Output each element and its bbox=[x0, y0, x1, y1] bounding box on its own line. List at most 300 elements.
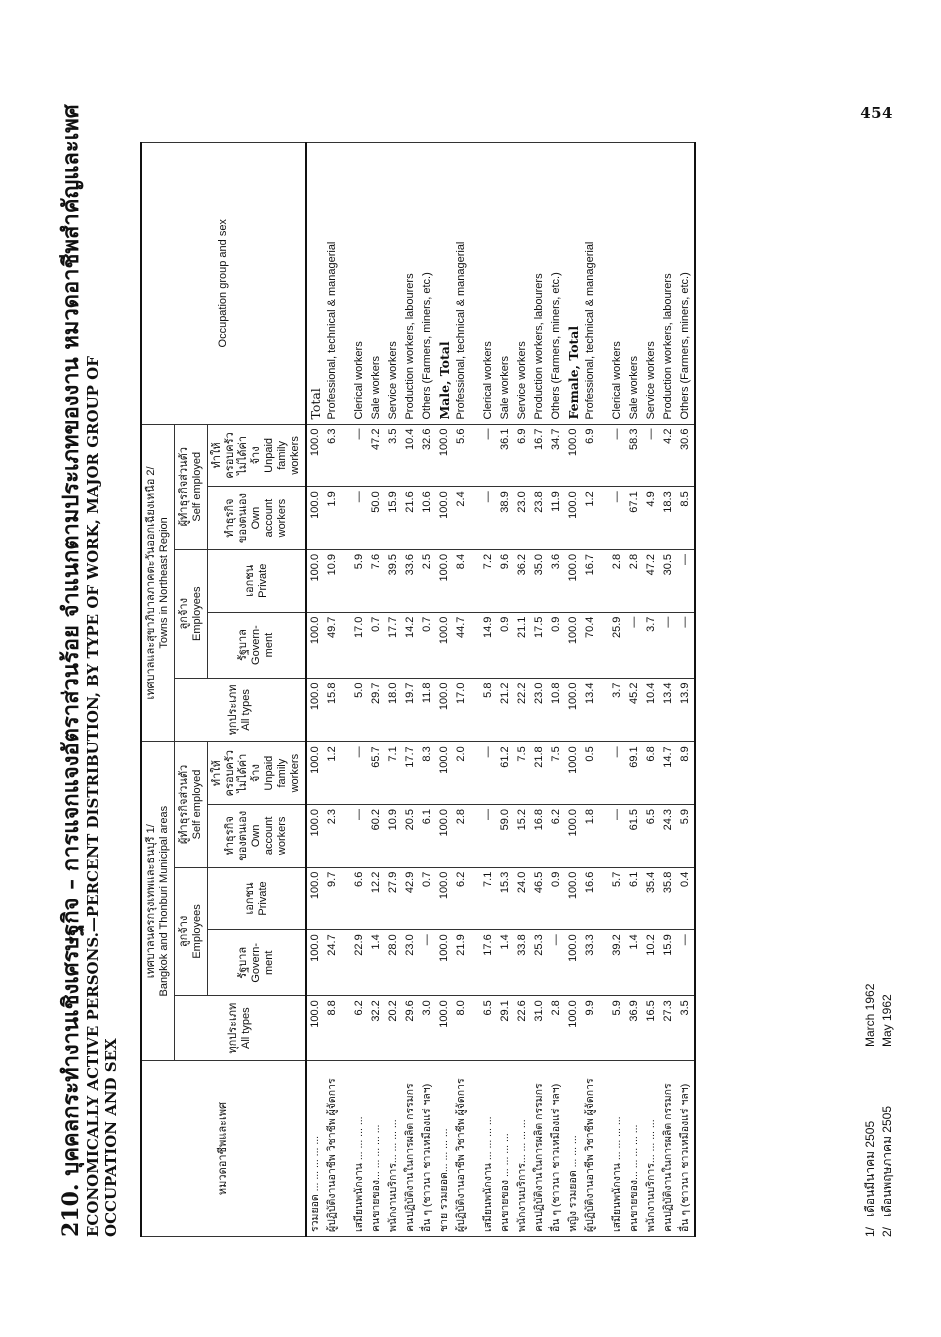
value-cell: 2.4 bbox=[453, 487, 470, 550]
row-label-english: Production workers, labourers bbox=[531, 143, 548, 425]
value-cell: 27.3 bbox=[660, 996, 677, 1061]
value-cell: 18.3 bbox=[660, 487, 677, 550]
value-cell: 100.0 bbox=[306, 549, 324, 612]
value-cell: 5.0 bbox=[351, 678, 368, 742]
table-row bbox=[643, 143, 660, 1237]
row-label-english: Sale workers bbox=[368, 143, 385, 425]
value-cell: 2.8 bbox=[609, 549, 626, 612]
table-row bbox=[531, 143, 548, 1237]
value-cell: 1.2 bbox=[582, 487, 599, 550]
value-cell: — bbox=[609, 804, 626, 867]
value-cell: 28.0 bbox=[385, 930, 402, 996]
footnotes bbox=[862, 637, 896, 1237]
value-cell: 100.0 bbox=[306, 678, 324, 742]
table-row bbox=[660, 143, 677, 1237]
value-cell: 13.4 bbox=[660, 678, 677, 742]
header-label-thai: หมวดอาชีพและเพศ bbox=[141, 1061, 306, 1237]
spacer-cell bbox=[341, 930, 351, 996]
value-cell: 19.7 bbox=[402, 678, 419, 742]
header-private-1: เอกชน Private bbox=[208, 867, 307, 930]
value-cell: 61.5 bbox=[626, 804, 643, 867]
value-cell: 13.9 bbox=[677, 678, 695, 742]
value-cell: — bbox=[609, 487, 626, 550]
value-cell: 6.3 bbox=[324, 424, 341, 487]
value-cell: 3.5 bbox=[677, 996, 695, 1061]
value-cell: 10.2 bbox=[643, 930, 660, 996]
row-label-thai: ชาย รวมยอด... ... ... ... bbox=[436, 1061, 453, 1237]
row-label-english: Service workers bbox=[643, 143, 660, 425]
value-cell: 100.0 bbox=[436, 678, 453, 742]
spacer-cell bbox=[470, 612, 480, 678]
row-label-thai: เสมียนพนักงาน ... ... ... ... bbox=[351, 1061, 368, 1237]
value-cell: — bbox=[677, 549, 695, 612]
value-cell: 8.9 bbox=[677, 742, 695, 805]
value-cell: 17.5 bbox=[531, 612, 548, 678]
table-row bbox=[351, 143, 368, 1237]
value-cell: 100.0 bbox=[436, 549, 453, 612]
value-cell: 21.9 bbox=[453, 930, 470, 996]
header-self-employed-2: ผู้ทำธุรกิจส่วนตัว Self employed bbox=[175, 424, 208, 549]
value-cell: 33.8 bbox=[514, 930, 531, 996]
value-cell: 3.7 bbox=[609, 678, 626, 742]
value-cell: 2.3 bbox=[324, 804, 341, 867]
value-cell: 7.2 bbox=[480, 549, 497, 612]
value-cell: 23.0 bbox=[402, 930, 419, 996]
value-cell: 0.9 bbox=[548, 867, 565, 930]
value-cell: 27.9 bbox=[385, 867, 402, 930]
value-cell: 32.2 bbox=[368, 996, 385, 1061]
value-cell: 7.5 bbox=[548, 742, 565, 805]
value-cell: 35.0 bbox=[531, 549, 548, 612]
value-cell: 25.9 bbox=[609, 612, 626, 678]
table-row bbox=[385, 143, 402, 1237]
spacer-cell bbox=[599, 549, 609, 612]
value-cell: 10.6 bbox=[419, 487, 436, 550]
row-label-english: Production workers, labourers bbox=[402, 143, 419, 425]
footnote-mark: 2/ bbox=[880, 1226, 894, 1237]
value-cell: — bbox=[480, 424, 497, 487]
value-cell: 6.1 bbox=[626, 867, 643, 930]
value-cell: 1.8 bbox=[582, 804, 599, 867]
value-cell: 36.2 bbox=[514, 549, 531, 612]
table-title bbox=[58, 104, 120, 1237]
row-label-english: Production workers, labourers bbox=[660, 143, 677, 425]
table-row bbox=[582, 143, 599, 1237]
row-label-english: Professional, technical & managerial bbox=[453, 143, 470, 425]
value-cell: 33.6 bbox=[402, 549, 419, 612]
value-cell: — bbox=[480, 804, 497, 867]
spacer-row bbox=[470, 143, 480, 1237]
header-unpaid-family-2: ทำให้ครอบครัวไม่ได้ค่าจ้าง Unpaid family workers bbox=[208, 424, 307, 487]
table-row bbox=[480, 143, 497, 1237]
spacer-cell bbox=[599, 742, 609, 805]
value-cell: 2.0 bbox=[453, 742, 470, 805]
value-cell: 100.0 bbox=[565, 742, 582, 805]
header-all-types-2: ทุกประเภท All types bbox=[175, 678, 307, 742]
value-cell: 22.9 bbox=[351, 930, 368, 996]
value-cell: 29.6 bbox=[402, 996, 419, 1061]
value-cell: — bbox=[351, 424, 368, 487]
row-label-thai: คนปฏิบัติงานในการผลิต กรรมกร bbox=[402, 1061, 419, 1237]
spacer-cell bbox=[341, 549, 351, 612]
value-cell: 21.1 bbox=[514, 612, 531, 678]
row-label-english: Clerical workers bbox=[351, 143, 368, 425]
row-label-english: Female, Total bbox=[565, 143, 582, 425]
value-cell: 17.0 bbox=[351, 612, 368, 678]
value-cell: 15.2 bbox=[514, 804, 531, 867]
row-label-thai: คนปฏิบัติงานในการผลิต กรรมกร bbox=[660, 1061, 677, 1237]
spacer-cell bbox=[341, 996, 351, 1061]
value-cell: — bbox=[548, 930, 565, 996]
value-cell: 10.4 bbox=[643, 678, 660, 742]
value-cell: — bbox=[480, 487, 497, 550]
value-cell: — bbox=[609, 424, 626, 487]
row-label-english: Clerical workers bbox=[609, 143, 626, 425]
value-cell: 5.6 bbox=[453, 424, 470, 487]
header-region-northeast: เทศบาลและสุขาภิบาลภาคตะวันออกเฉียงเหนือ 2/ Towns in Northeast Region bbox=[141, 424, 175, 742]
row-label-thai: ผู้ปฏิบัติงานอาชีพ วิชาชีพ ผู้จัดการ bbox=[582, 1061, 599, 1237]
value-cell: 8.0 bbox=[453, 996, 470, 1061]
row-label-thai: ผู้ปฏิบัติงานอาชีพ วิชาชีพ ผู้จัดการ bbox=[453, 1061, 470, 1237]
table-row bbox=[453, 143, 470, 1237]
spacer-cell bbox=[341, 678, 351, 742]
row-label-thai: คนขายของ... ... ... ... ... bbox=[626, 1061, 643, 1237]
value-cell: 10.8 bbox=[548, 678, 565, 742]
value-cell: 7.1 bbox=[480, 867, 497, 930]
value-cell: 4.2 bbox=[660, 424, 677, 487]
value-cell: 100.0 bbox=[565, 612, 582, 678]
value-cell: 16.7 bbox=[531, 424, 548, 487]
value-cell: 0.7 bbox=[368, 612, 385, 678]
value-cell: 9.6 bbox=[497, 549, 514, 612]
value-cell: 46.5 bbox=[531, 867, 548, 930]
footnote bbox=[862, 637, 879, 1237]
spacer-cell bbox=[341, 612, 351, 678]
spacer-cell bbox=[599, 867, 609, 930]
value-cell: 39.2 bbox=[609, 930, 626, 996]
value-cell: 100.0 bbox=[306, 487, 324, 550]
value-cell: 20.2 bbox=[385, 996, 402, 1061]
value-cell: 39.5 bbox=[385, 549, 402, 612]
value-cell: 69.1 bbox=[626, 742, 643, 805]
header-government-1: รัฐบาล Govern- ment bbox=[208, 930, 307, 996]
spacer-cell bbox=[599, 1061, 609, 1237]
value-cell: 36.1 bbox=[497, 424, 514, 487]
value-cell: 1.9 bbox=[324, 487, 341, 550]
value-cell: 8.3 bbox=[419, 742, 436, 805]
value-cell: 10.9 bbox=[385, 804, 402, 867]
spacer-cell bbox=[599, 424, 609, 487]
spacer-cell bbox=[470, 804, 480, 867]
value-cell: 1.4 bbox=[368, 930, 385, 996]
row-label-thai: อื่น ๆ (ชาวนา ชาวเหมืองแร่ ฯลฯ) bbox=[419, 1061, 436, 1237]
page-number: 454 bbox=[860, 104, 893, 122]
spacer-cell bbox=[599, 996, 609, 1061]
value-cell: 24.7 bbox=[324, 930, 341, 996]
value-cell: 17.7 bbox=[402, 742, 419, 805]
value-cell: 100.0 bbox=[306, 996, 324, 1061]
row-label-thai: คนขายของ... ... ... ... ... bbox=[368, 1061, 385, 1237]
value-cell: 29.7 bbox=[368, 678, 385, 742]
value-cell: 100.0 bbox=[436, 996, 453, 1061]
header-private-2: เอกชน Private bbox=[208, 549, 307, 612]
table-row bbox=[609, 143, 626, 1237]
value-cell: 0.5 bbox=[582, 742, 599, 805]
value-cell: — bbox=[677, 612, 695, 678]
value-cell: 31.0 bbox=[531, 996, 548, 1061]
value-cell: 6.5 bbox=[480, 996, 497, 1061]
value-cell: 15.9 bbox=[385, 487, 402, 550]
row-label-english: Sale workers bbox=[626, 143, 643, 425]
row-label-thai: เสมียนพนักงาน ... ... ... ... bbox=[609, 1061, 626, 1237]
spacer-cell bbox=[470, 424, 480, 487]
value-cell: 100.0 bbox=[306, 930, 324, 996]
value-cell: 6.8 bbox=[643, 742, 660, 805]
value-cell: 100.0 bbox=[436, 742, 453, 805]
value-cell: 5.7 bbox=[609, 867, 626, 930]
value-cell: 0.7 bbox=[419, 867, 436, 930]
value-cell: 10.4 bbox=[402, 424, 419, 487]
value-cell: 22.6 bbox=[514, 996, 531, 1061]
value-cell: 7.5 bbox=[514, 742, 531, 805]
spacer-cell bbox=[470, 867, 480, 930]
value-cell: 24.3 bbox=[660, 804, 677, 867]
header-own-account-2: ทำธุรกิจของตนเอง Own account workers bbox=[208, 487, 307, 550]
value-cell: 58.3 bbox=[626, 424, 643, 487]
footnote-mark: 1/ bbox=[863, 1226, 877, 1237]
value-cell: 6.9 bbox=[514, 424, 531, 487]
value-cell: 17.7 bbox=[385, 612, 402, 678]
row-label-english: Service workers bbox=[514, 143, 531, 425]
value-cell: 22.2 bbox=[514, 678, 531, 742]
spacer-cell bbox=[599, 143, 609, 425]
footnote-thai: เดือนมีนาคม 2505 bbox=[863, 1120, 877, 1217]
spacer-cell bbox=[599, 612, 609, 678]
value-cell: 100.0 bbox=[436, 930, 453, 996]
spacer-cell bbox=[341, 143, 351, 425]
row-label-thai: อื่น ๆ (ชาวนา ชาวเหมืองแร่ ฯลฯ) bbox=[677, 1061, 695, 1237]
table-row bbox=[306, 143, 324, 1237]
value-cell: 44.7 bbox=[453, 612, 470, 678]
value-cell: 16.5 bbox=[643, 996, 660, 1061]
value-cell: 100.0 bbox=[565, 804, 582, 867]
value-cell: 16.7 bbox=[582, 549, 599, 612]
value-cell: 18.0 bbox=[385, 678, 402, 742]
value-cell: 14.2 bbox=[402, 612, 419, 678]
value-cell: 1.4 bbox=[626, 930, 643, 996]
value-cell: 35.4 bbox=[643, 867, 660, 930]
row-label-english: Clerical workers bbox=[480, 143, 497, 425]
value-cell: 100.0 bbox=[306, 742, 324, 805]
value-cell: 21.2 bbox=[497, 678, 514, 742]
value-cell: — bbox=[660, 612, 677, 678]
title-english-line1: ECONOMICALLY ACTIVE PERSONS.—PERCENT DISTRIBUTION, BY TYPE OF WORK, MAJOR GROUP OF bbox=[84, 356, 102, 1237]
header-all-types-1: ทุกประเภท All types bbox=[175, 996, 307, 1061]
row-label-thai: อื่น ๆ (ชาวนา ชาวเหมืองแร่ ฯลฯ) bbox=[548, 1061, 565, 1237]
value-cell: 100.0 bbox=[306, 612, 324, 678]
value-cell: 17.0 bbox=[453, 678, 470, 742]
value-cell: 15.8 bbox=[324, 678, 341, 742]
value-cell: 3.6 bbox=[548, 549, 565, 612]
row-label-thai: พนักงานบริการ... ... ... ... bbox=[385, 1061, 402, 1237]
value-cell: 3.0 bbox=[419, 996, 436, 1061]
value-cell: 60.2 bbox=[368, 804, 385, 867]
value-cell: 30.6 bbox=[677, 424, 695, 487]
value-cell: 14.9 bbox=[480, 612, 497, 678]
value-cell: 36.9 bbox=[626, 996, 643, 1061]
value-cell: 0.7 bbox=[419, 612, 436, 678]
spacer-cell bbox=[470, 678, 480, 742]
value-cell: 100.0 bbox=[436, 424, 453, 487]
spacer-cell bbox=[470, 487, 480, 550]
value-cell: 23.8 bbox=[531, 487, 548, 550]
value-cell: 21.8 bbox=[531, 742, 548, 805]
table-row bbox=[436, 143, 453, 1237]
row-label-thai: คนปฏิบัติงานในการผลิต กรรมกร bbox=[531, 1061, 548, 1237]
value-cell: 100.0 bbox=[436, 612, 453, 678]
spacer-row bbox=[599, 143, 609, 1237]
value-cell: 2.8 bbox=[626, 549, 643, 612]
table-row bbox=[548, 143, 565, 1237]
statistics-table-wrapper bbox=[140, 142, 696, 1237]
spacer-cell bbox=[470, 1061, 480, 1237]
value-cell: 6.5 bbox=[643, 804, 660, 867]
value-cell: 100.0 bbox=[565, 996, 582, 1061]
row-label-english: Service workers bbox=[385, 143, 402, 425]
table-row bbox=[677, 143, 695, 1237]
row-label-english: Total bbox=[306, 143, 324, 425]
value-cell: 42.9 bbox=[402, 867, 419, 930]
value-cell: — bbox=[643, 424, 660, 487]
value-cell: 15.9 bbox=[660, 930, 677, 996]
value-cell: — bbox=[609, 742, 626, 805]
value-cell: 16.6 bbox=[582, 867, 599, 930]
spacer-cell bbox=[599, 487, 609, 550]
value-cell: 4.9 bbox=[643, 487, 660, 550]
value-cell: 17.6 bbox=[480, 930, 497, 996]
value-cell: 10.9 bbox=[324, 549, 341, 612]
value-cell: 8.8 bbox=[324, 996, 341, 1061]
table-body bbox=[306, 143, 695, 1237]
value-cell: 50.0 bbox=[368, 487, 385, 550]
table-row bbox=[626, 143, 643, 1237]
value-cell: 67.1 bbox=[626, 487, 643, 550]
header-self-employed-1: ผู้ทำธุรกิจส่วนตัว Self employed bbox=[175, 742, 208, 867]
spacer-cell bbox=[599, 804, 609, 867]
spacer-cell bbox=[341, 867, 351, 930]
value-cell: 32.6 bbox=[419, 424, 436, 487]
spacer-cell bbox=[599, 930, 609, 996]
value-cell: 38.9 bbox=[497, 487, 514, 550]
footnote-thai: เดือนพฤษภาคม 2505 bbox=[880, 1105, 894, 1217]
value-cell: 24.0 bbox=[514, 867, 531, 930]
value-cell: — bbox=[677, 930, 695, 996]
row-label-english: Professional, technical & managerial bbox=[582, 143, 599, 425]
value-cell: 9.9 bbox=[582, 996, 599, 1061]
value-cell: 45.2 bbox=[626, 678, 643, 742]
value-cell: — bbox=[480, 742, 497, 805]
row-label-thai: หญิง รวมยอด ... ... ... bbox=[565, 1061, 582, 1237]
value-cell: 5.9 bbox=[677, 804, 695, 867]
value-cell: 33.3 bbox=[582, 930, 599, 996]
value-cell: 29.1 bbox=[497, 996, 514, 1061]
value-cell: 20.5 bbox=[402, 804, 419, 867]
header-government-2: รัฐบาล Govern- ment bbox=[208, 612, 307, 678]
spacer-cell bbox=[470, 996, 480, 1061]
value-cell: 49.7 bbox=[324, 612, 341, 678]
value-cell: 100.0 bbox=[565, 930, 582, 996]
header-region-bangkok: เทศบาลนครกรุงเทพและธนบุรี 1/ Bangkok and Thonburi Municipal areas bbox=[141, 742, 175, 1061]
value-cell: 23.0 bbox=[531, 678, 548, 742]
value-cell: 100.0 bbox=[436, 867, 453, 930]
value-cell: 1.4 bbox=[497, 930, 514, 996]
spacer-cell bbox=[341, 487, 351, 550]
title-english-line2: OCCUPATION AND SEX bbox=[102, 1038, 120, 1237]
value-cell: 5.9 bbox=[351, 549, 368, 612]
value-cell: 8.4 bbox=[453, 549, 470, 612]
value-cell: 15.3 bbox=[497, 867, 514, 930]
value-cell: 100.0 bbox=[306, 867, 324, 930]
header-employees-2: ลูกจ้าง Employees bbox=[175, 549, 208, 678]
table-row bbox=[324, 143, 341, 1237]
footnote-english: March 1962 bbox=[863, 983, 877, 1047]
footnote bbox=[879, 637, 896, 1237]
value-cell: 100.0 bbox=[565, 424, 582, 487]
table-row bbox=[565, 143, 582, 1237]
table-header bbox=[141, 143, 306, 1237]
value-cell: 6.2 bbox=[351, 996, 368, 1061]
value-cell: — bbox=[626, 612, 643, 678]
value-cell: 7.6 bbox=[368, 549, 385, 612]
row-label-english: Male, Total bbox=[436, 143, 453, 425]
value-cell: 59.0 bbox=[497, 804, 514, 867]
value-cell: 100.0 bbox=[565, 549, 582, 612]
value-cell: — bbox=[419, 930, 436, 996]
value-cell: 47.2 bbox=[643, 549, 660, 612]
value-cell: 12.2 bbox=[368, 867, 385, 930]
value-cell: 2.8 bbox=[548, 996, 565, 1061]
value-cell: 65.7 bbox=[368, 742, 385, 805]
value-cell: 100.0 bbox=[565, 678, 582, 742]
spacer-cell bbox=[470, 930, 480, 996]
value-cell: 100.0 bbox=[436, 487, 453, 550]
value-cell: 100.0 bbox=[306, 424, 324, 487]
value-cell: 13.4 bbox=[582, 678, 599, 742]
value-cell: 6.6 bbox=[351, 867, 368, 930]
table-row bbox=[419, 143, 436, 1237]
value-cell: 30.5 bbox=[660, 549, 677, 612]
spacer-cell bbox=[599, 678, 609, 742]
footnote-english: May 1962 bbox=[880, 994, 894, 1047]
value-cell: 100.0 bbox=[436, 804, 453, 867]
value-cell: 21.6 bbox=[402, 487, 419, 550]
spacer-cell bbox=[341, 1061, 351, 1237]
spacer-row bbox=[341, 143, 351, 1237]
value-cell: 100.0 bbox=[565, 487, 582, 550]
spacer-cell bbox=[470, 549, 480, 612]
row-label-english: Others (Farmers, miners, etc.) bbox=[677, 143, 695, 425]
value-cell: 11.8 bbox=[419, 678, 436, 742]
row-label-thai: รวมยอด ... ... ... ... ... bbox=[306, 1061, 324, 1237]
title-thai: 210. บุคคลกระทำงานเชิงเศรษฐกิจ – การแจกแจงอัตราส่วนร้อย จำแนกตามประเภทของงาน หมวดอาชีพสำคัญและเพศ bbox=[58, 104, 84, 1237]
value-cell: — bbox=[351, 742, 368, 805]
row-label-thai: พนักงานบริการ... ... ... ... bbox=[514, 1061, 531, 1237]
value-cell: 7.1 bbox=[385, 742, 402, 805]
header-employees-1: ลูกจ้าง Employees bbox=[175, 867, 208, 996]
header-unpaid-family-1: ทำให้ครอบครัวไม่ได้ค่าจ้าง Unpaid family workers bbox=[208, 742, 307, 805]
value-cell: 0.9 bbox=[548, 612, 565, 678]
value-cell: 1.2 bbox=[324, 742, 341, 805]
